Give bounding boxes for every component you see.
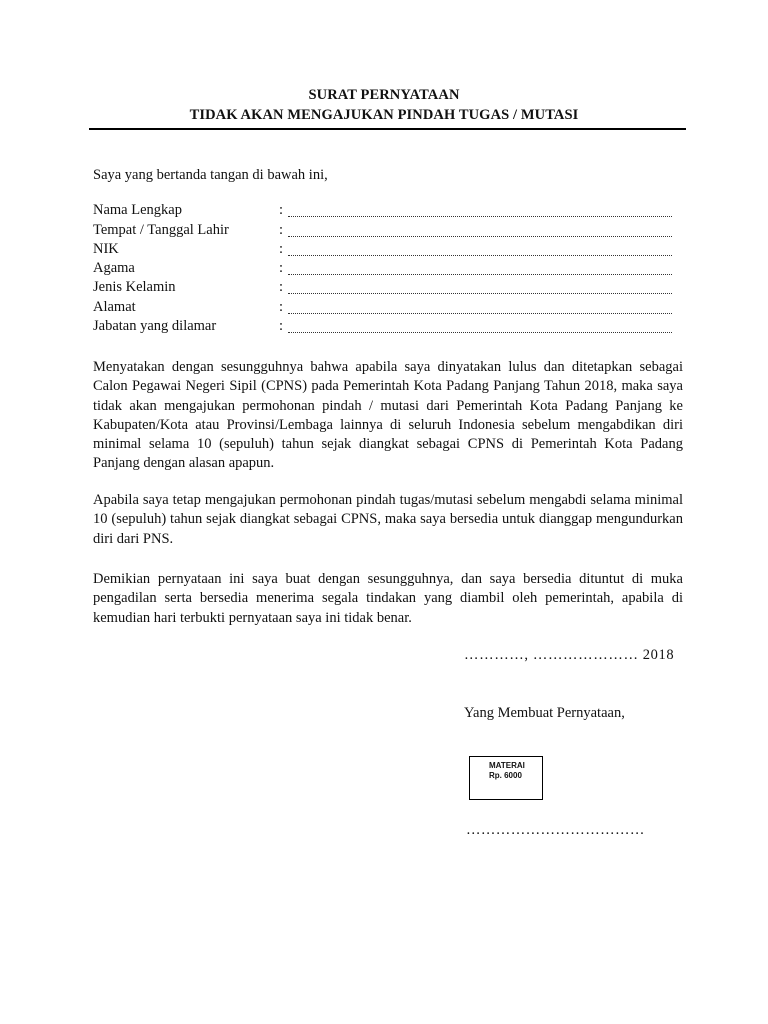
consequence-paragraph: Apabila saya tetap mengajukan permohonan pindah tugas/mutasi sebelum mengabdi selama minimal 10 (sepuluh) tahun sejak diangkat sebagai CPNS, maka saya bersedia untuk dianggap mengundurkan diri dari PNS.	[93, 492, 683, 547]
field-dotline-agama	[288, 274, 672, 275]
field-colon-jenis-kelamin: :	[279, 279, 284, 295]
closing-paragraph: Demikian pernyataan ini saya buat dengan sesungguhnya, dan saya bersedia dituntut di muka pengadilan serta bersedia menerima segala tindakan yang diambil oleh pemerintah, apabila di kemudian hari terbukti pernyataan saya ini tidak benar.	[93, 571, 683, 626]
field-colon-nik: :	[279, 241, 284, 257]
field-colon-ttl: :	[279, 222, 284, 238]
field-dotline-alamat	[288, 313, 672, 314]
field-label-jabatan: Jabatan yang dilamar	[93, 318, 217, 334]
place-date-line: …………, ………………… 2018	[464, 647, 675, 663]
field-label-nik: NIK	[93, 241, 119, 257]
statement-paragraph: Menyatakan dengan sesungguhnya bahwa apabila saya dinyatakan lulus dan ditetapkan sebagai Calon Pegawai Negeri Sipil (CPNS) pada Pemerintah Kota Padang Panjang Tahun 2018, maka saya tidak akan mengajukan permohonan pindah / mutasi dari Pemerintah Kota Padang Panjang ke Kabupaten/Kota atau Provinsi/Lembaga lainnya di seluruh Indonesia sebelum mengabdikan diri minimal selama 10 (sepuluh) tahun sejak diangkat sebagai CPNS di Pemerintah Kota Padang Panjang dengan alasan apapun.	[93, 359, 683, 472]
title-divider	[89, 128, 686, 130]
field-colon-alamat: :	[279, 299, 284, 315]
field-label-jenis-kelamin: Jenis Kelamin	[93, 279, 176, 295]
signature-line: ………………………………	[466, 822, 645, 838]
field-colon-nama: :	[279, 202, 284, 218]
field-colon-agama: :	[279, 260, 284, 276]
field-dotline-jabatan	[288, 332, 672, 333]
document-subtitle: TIDAK AKAN MENGAJUKAN PINDAH TUGAS / MUTASI	[189, 107, 579, 123]
field-label-ttl: Tempat / Tanggal Lahir	[93, 222, 229, 238]
field-dotline-jenis-kelamin	[288, 293, 672, 294]
signer-label: Yang Membuat Pernyataan,	[464, 705, 625, 721]
document-title: SURAT PERNYATAAN	[308, 87, 460, 103]
field-label-agama: Agama	[93, 260, 135, 276]
field-label-nama: Nama Lengkap	[93, 202, 182, 218]
field-colon-jabatan: :	[279, 318, 284, 334]
stamp-label: MATERAI	[489, 761, 525, 770]
field-dotline-ttl	[288, 236, 672, 237]
intro-text: Saya yang bertanda tangan di bawah ini,	[93, 167, 328, 183]
field-label-alamat: Alamat	[93, 299, 136, 315]
field-dotline-nama	[288, 216, 672, 217]
stamp-value: Rp. 6000	[489, 771, 522, 780]
field-dotline-nik	[288, 255, 672, 256]
materai-stamp-box	[469, 756, 543, 800]
